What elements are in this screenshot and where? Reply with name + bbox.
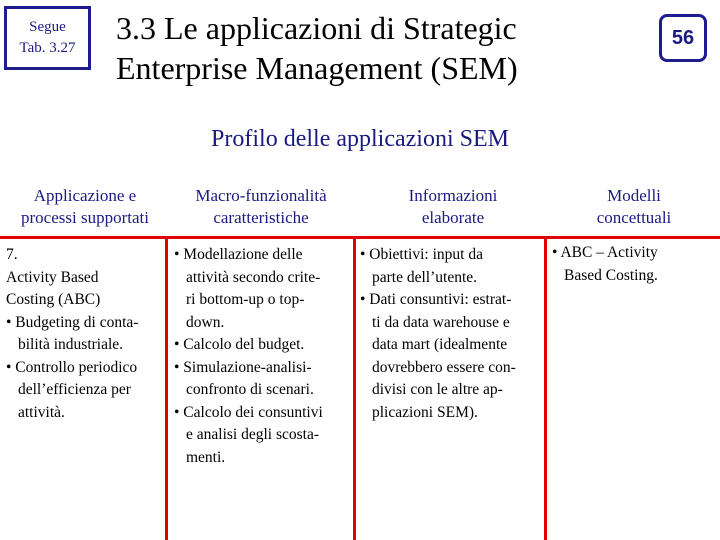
column-heading-modelli — [548, 185, 720, 229]
cell-line: Activity Based — [6, 268, 99, 286]
slide-title — [116, 8, 646, 88]
cell-line: attività secondo crite- — [186, 268, 321, 286]
segue-table-ref: Tab. 3.27 — [19, 40, 76, 56]
column-divider — [353, 239, 356, 540]
segue-reference-box — [4, 6, 91, 70]
column-divider — [165, 239, 168, 540]
cell-line: confronto di scenari. — [186, 381, 314, 398]
column-heading-informazioni — [358, 185, 548, 229]
cell-informazioni — [360, 244, 516, 424]
page-number-badge — [659, 14, 707, 62]
slide-title-line-1: 3.3 Le applicazioni di Strategic — [116, 10, 517, 46]
cell-line: ti da data warehouse e — [372, 313, 510, 331]
table-header-rule — [0, 236, 720, 239]
cell-line: dovrebbero essere con- — [372, 358, 516, 376]
column-heading-line: Informazioni — [408, 186, 498, 205]
table-subtitle: Profilo delle applicazioni SEM — [211, 126, 509, 152]
cell-line: Based Costing. — [564, 266, 658, 284]
cell-line: Costing (ABC) — [6, 291, 101, 308]
cell-line: dell’efficienza per — [18, 381, 131, 398]
cell-line: data mart (idealmente — [372, 336, 508, 353]
cell-macro-funzionalita — [174, 244, 323, 469]
cell-modelli — [552, 242, 658, 287]
column-heading-macro-funzionalita — [168, 185, 354, 229]
cell-line: • Dati consuntivi: estrat- — [360, 291, 512, 308]
column-heading-line: caratteristiche — [213, 208, 309, 227]
column-heading-line: Applicazione e — [33, 186, 137, 205]
cell-line: • Controllo periodico — [6, 358, 138, 376]
cell-line: • ABC – Activity — [552, 244, 658, 261]
page-number: 56 — [671, 26, 695, 49]
cell-line: • Calcolo dei consuntivi — [174, 403, 323, 421]
cell-line: down. — [186, 313, 225, 331]
cell-line: plicazioni SEM). — [372, 403, 478, 421]
column-heading-line: Modelli — [607, 186, 661, 205]
column-divider — [544, 239, 547, 540]
cell-line: • Simulazione-analisi- — [174, 358, 312, 376]
cell-line: bilità industriale. — [18, 336, 124, 353]
cell-line: parte dell’utente. — [372, 268, 478, 286]
column-heading-line: concettuali — [596, 208, 672, 227]
cell-line: divisi con le altre ap- — [372, 381, 503, 398]
cell-line: e analisi degli scosta- — [186, 426, 319, 443]
segue-label: Segue — [29, 19, 66, 35]
cell-line: • Calcolo del budget. — [174, 336, 305, 353]
cell-line: ri bottom-up o top- — [186, 291, 305, 308]
cell-applicazione — [6, 244, 138, 424]
cell-line: • Modellazione delle — [174, 246, 303, 263]
cell-line: menti. — [186, 448, 226, 466]
column-heading-line: Macro-funzionalità — [195, 186, 327, 205]
cell-line: • Budgeting di conta- — [6, 313, 139, 331]
cell-line: attività. — [18, 403, 65, 421]
column-heading-applicazione — [0, 185, 170, 229]
slide-title-line-2: Enterprise Management (SEM) — [116, 50, 518, 86]
column-heading-line: processi supportati — [21, 208, 149, 227]
cell-line: 7. — [6, 246, 18, 263]
cell-line: • Obiettivi: input da — [360, 246, 483, 263]
column-heading-line: elaborate — [421, 208, 485, 227]
